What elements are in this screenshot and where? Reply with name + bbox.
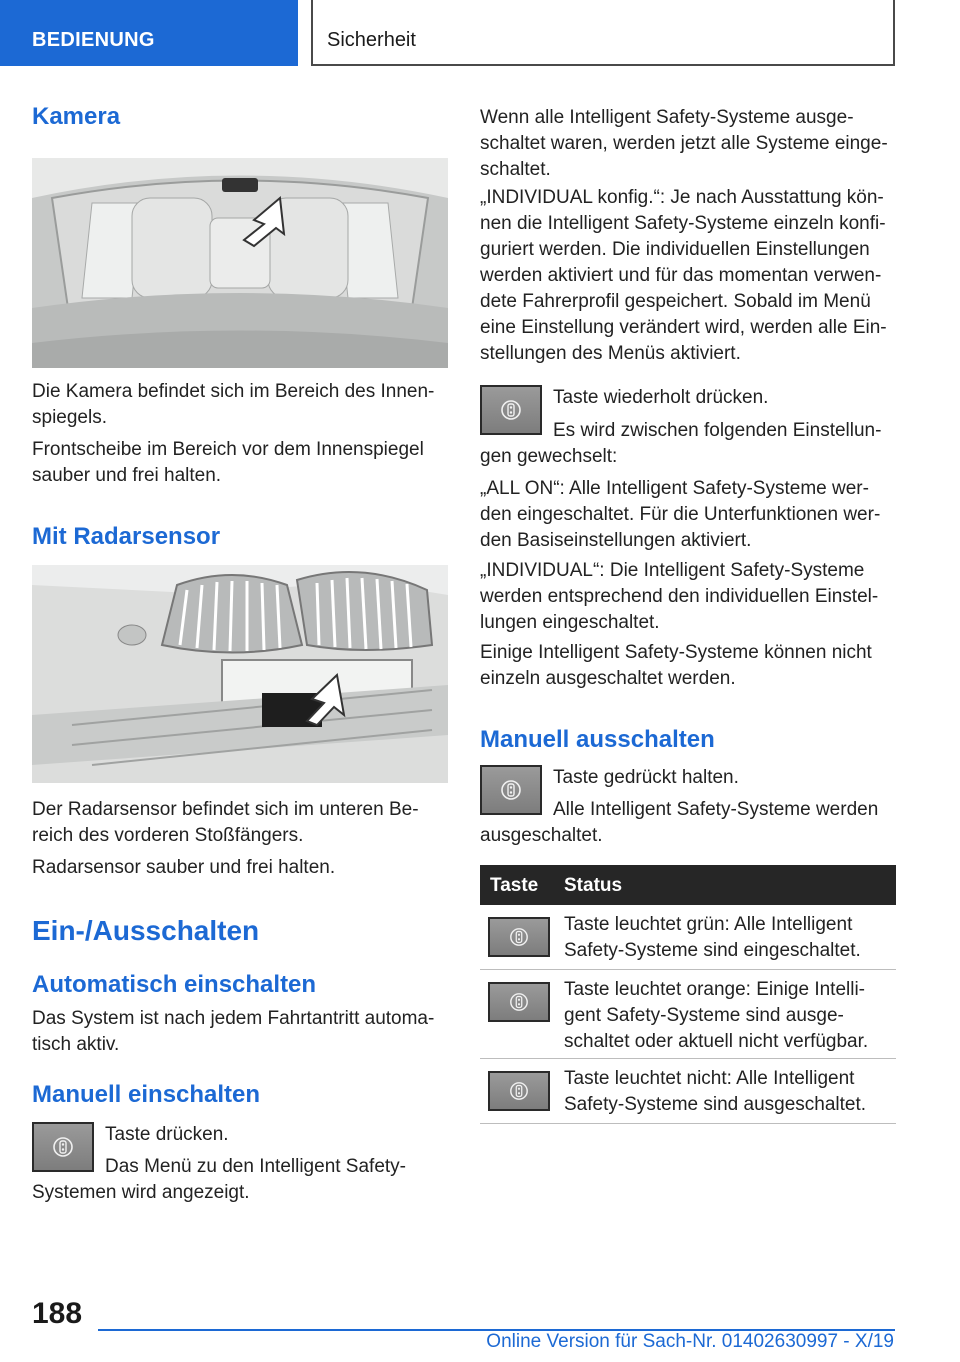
right-text-1: Wenn alle Intelligent Safety-Systeme ausge-schaltet waren, werden jetzt alle Systeme einge-schaltet. xyxy=(480,107,888,180)
manual-off-heading: Manuell ausschalten xyxy=(480,726,715,753)
section-tab: BEDIENUNG xyxy=(0,0,298,66)
table-header xyxy=(480,865,896,905)
page-header xyxy=(0,0,960,66)
manual-on-text-2a: Das Menü zu den Intelligent Safety- xyxy=(105,1156,407,1177)
safety-button-image xyxy=(480,385,542,435)
auto-heading: Automatisch einschalten xyxy=(32,971,317,998)
radar-illustration xyxy=(32,565,448,783)
intelligent-safety-icon xyxy=(500,399,522,421)
auto-text: Das System ist nach jedem Fahrtantritt automa-tisch aktiv. xyxy=(32,1008,435,1055)
status-table xyxy=(480,865,896,1125)
footer-online-version: Online Version für Sach-Nr. 01402630997 - X/19 xyxy=(486,1331,894,1352)
manual-off-text-2a: Alle Intelligent Safety-Systeme werden xyxy=(553,799,879,820)
intelligent-safety-icon xyxy=(509,992,529,1012)
manual-on-heading: Manuell einschalten xyxy=(32,1081,261,1108)
safety-button-image xyxy=(488,917,550,957)
page-number: 188 xyxy=(32,1297,83,1330)
manual-off-text-2b: ausgeschaltet. xyxy=(480,825,603,846)
table-row xyxy=(480,1059,896,1124)
repeat-text-2b: gen gewechselt: xyxy=(480,446,618,467)
safety-button-image xyxy=(32,1122,94,1172)
manual-on-text-2b: Systemen wird angezeigt. xyxy=(32,1182,250,1203)
radar-text-1: Der Radarsensor befindet sich im unteren Be-reich des vorderen Stoßfängers. xyxy=(32,799,419,846)
kamera-text-1: Die Kamera befindet sich im Bereich des Innen-spiegels. xyxy=(32,381,435,428)
table-header-taste: Taste xyxy=(490,875,539,896)
chapter-tab: Sicherheit xyxy=(311,0,895,66)
table-row-text: Taste leuchtet grün: Alle Intelligent Safety-Systeme sind eingeschaltet. xyxy=(564,914,861,961)
table-row-text: Taste leuchtet orange: Einige Intelli-gent Safety-Systeme sind ausge-schaltet oder aktuell nicht verfügbar. xyxy=(564,979,869,1052)
intelligent-safety-icon xyxy=(52,1136,74,1158)
all-on-text: „ALL ON“: Alle Intelligent Safety-Systeme wer-den eingeschaltet. Für die Unterfunktionen wer-den Basiseinstellungen aktiviert. xyxy=(480,478,881,551)
some-not-text: Einige Intelligent Safety-Systeme können nicht einzeln ausgeschaltet werden. xyxy=(480,642,872,689)
safety-button-image xyxy=(488,1071,550,1111)
intelligent-safety-icon xyxy=(509,1081,529,1101)
intelligent-safety-icon xyxy=(500,779,522,801)
einaus-heading: Ein-/Ausschalten xyxy=(32,915,260,946)
manual-off-text-1: Taste gedrückt halten. xyxy=(553,767,739,788)
individual-text: „INDIVIDUAL“: Die Intelligent Safety-Systeme werden entsprechend den individuellen Einstel-lungen eingeschaltet. xyxy=(480,560,879,633)
table-header-status: Status xyxy=(564,875,623,896)
table-row xyxy=(480,970,896,1059)
radar-heading: Mit Radarsensor xyxy=(32,523,221,550)
kamera-heading: Kamera xyxy=(32,103,121,130)
manual-on-text-1: Taste drücken. xyxy=(105,1124,229,1145)
repeat-text-1: Taste wiederholt drücken. xyxy=(553,387,769,408)
safety-button-image xyxy=(488,982,550,1022)
table-row-text: Taste leuchtet nicht: Alle Intelligent Safety-Systeme sind ausgeschaltet. xyxy=(564,1068,867,1115)
intelligent-safety-icon xyxy=(509,927,529,947)
camera-illustration xyxy=(32,158,448,368)
safety-button-image xyxy=(480,765,542,815)
kamera-text-2: Frontscheibe im Bereich vor dem Innenspiegel sauber und frei halten. xyxy=(32,439,424,486)
radar-text-2: Radarsensor sauber und frei halten. xyxy=(32,857,336,878)
right-text-2: „INDIVIDUAL konfig.“: Je nach Ausstattung kön-nen die Intelligent Safety-Systeme einzeln konfi-guriert werden. Die individuellen Einstellungen werden aktiviert und für das momentan verwen-dete Fahrerprofil gespeichert. Sobald im Menü eine Einstellung verändert wird, werden alle Ein-stellungen des Menüs aktiviert. xyxy=(480,187,887,364)
table-row xyxy=(480,905,896,970)
repeat-text-2a: Es wird zwischen folgenden Einstellun- xyxy=(553,420,882,441)
